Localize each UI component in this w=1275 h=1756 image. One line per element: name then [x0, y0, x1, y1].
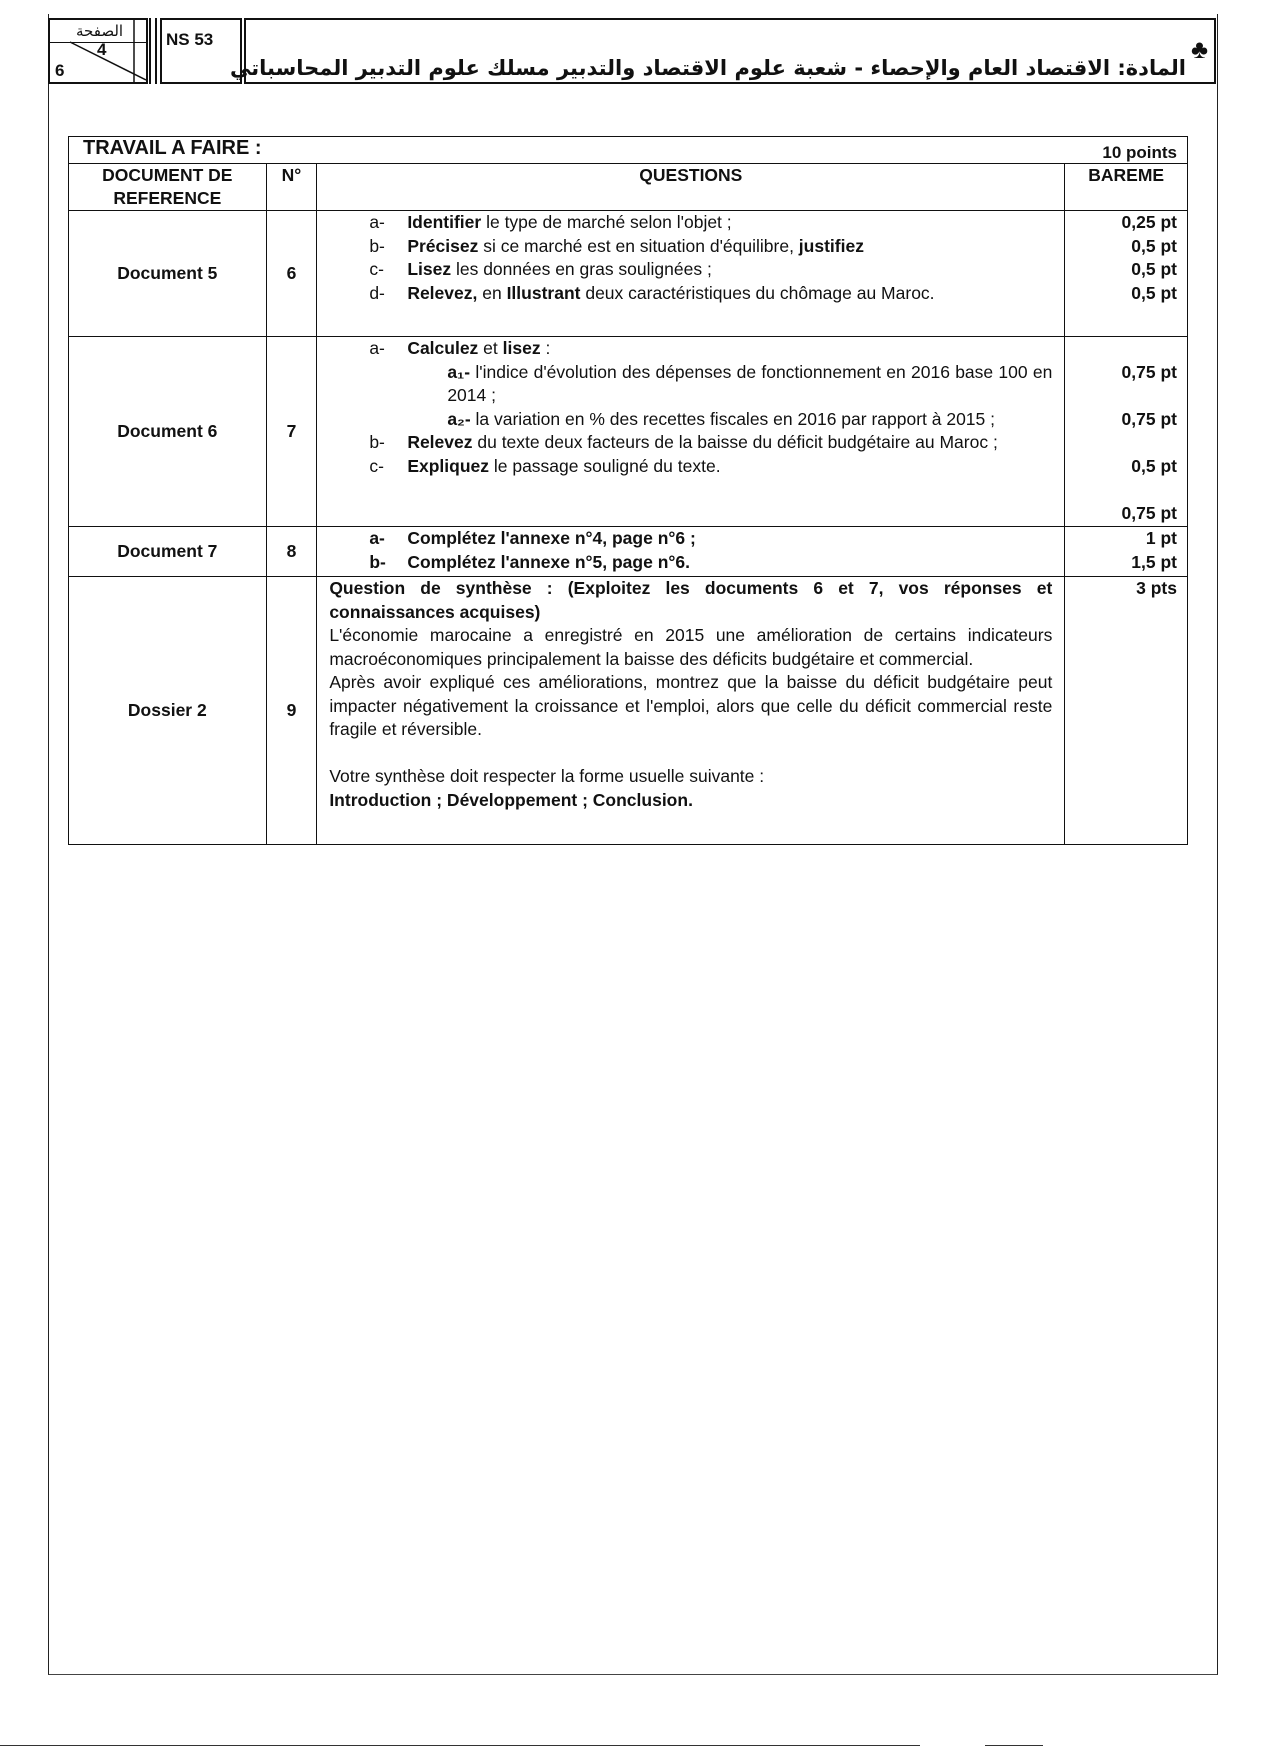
question-item: b- Relevez du texte deux facteurs de la baisse du déficit budgétaire au Maroc ;	[369, 432, 998, 452]
points-value: 0,75 pt	[1121, 502, 1177, 523]
points-value: 0,5 pt	[1131, 282, 1177, 303]
synthesis-paragraph: Après avoir expliqué ces améliorations, montrez que la baisse du déficit budgétaire peut impacter négativement la croissance et l'emploi, alors que celle du déficit commercial reste fragile et réversible.	[329, 672, 1053, 739]
table-row-doc6	[69, 337, 1188, 527]
question-item: a- Complétez l'annexe n°4, page n°6 ;	[369, 528, 696, 548]
page-label: الصفحة	[76, 22, 124, 40]
doc7-name: Document 7	[69, 527, 267, 577]
dossier2-bareme	[1065, 577, 1188, 845]
synthesis-heading: Question de synthèse : (Exploitez les documents 6 et 7, vos réponses et connaissances acquises)	[329, 578, 1053, 622]
subject-title: المادة: الاقتصاد العام والإحصاء - شعبة علوم الاقتصاد والتدبير مسلك علوم التدبير المحاسباتي	[230, 56, 1186, 80]
points-value: 3 pts	[1136, 578, 1177, 598]
doc5-questions	[317, 211, 1065, 337]
doc5-bareme	[1065, 211, 1188, 337]
synthesis-structure: Introduction ; Développement ; Conclusion.	[329, 789, 693, 810]
doc5-num: 6	[266, 211, 317, 337]
table-row-dossier2	[69, 577, 1188, 845]
page-total: 6	[55, 61, 65, 80]
footer-line	[0, 1745, 920, 1746]
club-icon: ♣	[1190, 34, 1208, 64]
table-row-doc5	[69, 211, 1188, 337]
question-subitem: a₁- l'indice d'évolution des dépenses de fonctionnement en 2016 base 100 en 2014 ;	[447, 361, 1053, 405]
doc6-bareme	[1065, 337, 1188, 527]
dossier2-name: Dossier 2	[69, 577, 267, 845]
doc6-questions	[317, 337, 1065, 527]
question-item: b- Précisez si ce marché est en situation d'équilibre, justifiez	[369, 235, 864, 256]
question-item: a- Identifier le type de marché selon l'objet ;	[369, 212, 732, 232]
exam-code: NS 53	[160, 18, 242, 84]
question-item: c- Expliquez le passage souligné du texte.	[369, 455, 721, 476]
doc7-questions	[317, 527, 1065, 577]
synthesis-paragraph: Votre synthèse doit respecter la forme usuelle suivante :	[329, 766, 765, 786]
points-value: 0,75 pt	[1121, 408, 1177, 429]
table-header-row	[69, 164, 1188, 211]
table-row-doc7	[69, 527, 1188, 577]
work-table	[68, 136, 1188, 845]
points-value: 0,5 pt	[1131, 259, 1177, 279]
points-value: 1 pt	[1145, 528, 1177, 548]
doc6-name: Document 6	[69, 337, 267, 527]
synthesis-question	[317, 577, 1065, 845]
question-item: b- Complétez l'annexe n°5, page n°6.	[369, 551, 690, 572]
doc5-name: Document 5	[69, 211, 267, 337]
synthesis-paragraph: L'économie marocaine a enregistré en 2015 une amélioration de certains indicateurs macroéconomiques principalement la baisse des déficits budgétaire et commercial.	[329, 625, 1053, 669]
doc7-num: 8	[266, 527, 317, 577]
dossier2-num: 9	[266, 577, 317, 845]
table-title-row	[69, 137, 1188, 164]
points-value: 0,75 pt	[1121, 361, 1177, 382]
question-item: d- Relevez, en Illustrant deux caractéristiques du chômage au Maroc.	[369, 282, 935, 303]
question-item: c- Lisez les données en gras soulignées ;	[369, 259, 712, 279]
footer-line	[985, 1745, 1043, 1746]
question-item: a- Calculez et lisez :	[369, 338, 551, 358]
points-value: 0,5 pt	[1131, 455, 1177, 476]
col-bareme-header: BAREME	[1065, 164, 1188, 211]
doc6-num: 7	[266, 337, 317, 527]
question-subitem: a₂- la variation en % des recettes fiscales en 2016 par rapport à 2015 ;	[447, 408, 995, 429]
page-number-box	[48, 18, 148, 84]
table-title: TRAVAIL A FAIRE :	[69, 137, 1065, 164]
points-value: 0,5 pt	[1131, 235, 1177, 256]
total-points: 10 points	[1065, 137, 1188, 164]
subject-title-box	[230, 18, 1216, 84]
points-value: 1,5 pt	[1131, 551, 1177, 572]
points-value: 0,25 pt	[1121, 212, 1177, 232]
col-num-header: N°	[266, 164, 317, 211]
page-current: 4	[97, 40, 107, 59]
col-questions-header: QUESTIONS	[317, 164, 1065, 211]
doc7-bareme	[1065, 527, 1188, 577]
col-doc-header: DOCUMENT DE REFERENCE	[69, 164, 267, 211]
header-separator	[149, 18, 157, 84]
